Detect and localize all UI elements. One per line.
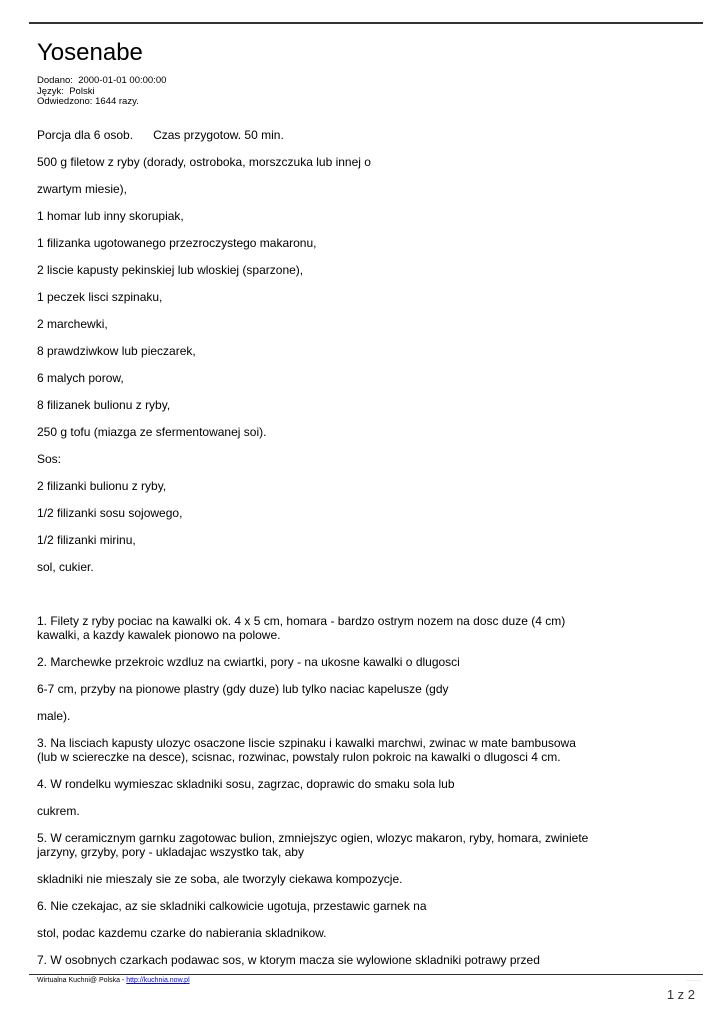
ingredient-line: 1 filizanka ugotowanego przezroczystego makaronu, — [37, 236, 317, 250]
step-line: jarzyny, grzyby, pory - ukladajac wszystko tak, aby — [37, 845, 304, 859]
step-line: male). — [37, 709, 71, 723]
step-line: 2. Marchewke przekroic wzdluz na cwiartki, pory - na ukosne kawalki o dlugosci — [37, 655, 460, 669]
ingredient-line: 8 prawdziwkow lub pieczarek, — [37, 344, 196, 358]
recipe-meta — [37, 76, 166, 108]
ingredient-line: 6 malych porow, — [37, 371, 124, 385]
ingredient-line: sol, cukier. — [37, 560, 94, 574]
step-line: stol, podac kazdemu czarke do nabierania skladnikow. — [37, 926, 327, 940]
step-paragraph — [37, 682, 677, 696]
footer-site-link[interactable]: http://kuchnia.now.pl — [126, 977, 190, 984]
step-line: cukrem. — [37, 804, 80, 818]
ingredient-line: zwartym miesie), — [37, 182, 128, 196]
footer-generator-mark: ————— — [686, 978, 701, 982]
step-line: 1. Filety z ryby pociac na kawalki ok. 4 x 5 cm, homara - bardzo ostrym nozem na dosc duze (4 cm) — [37, 614, 566, 628]
section-spacer — [37, 587, 677, 614]
step-line: kawalki, a kazdy kawalek pionowo na polowe. — [37, 628, 281, 642]
meta-added: Dodano: 2000-01-01 00:00:00 — [37, 75, 167, 86]
step-paragraph — [37, 953, 677, 967]
step-paragraph — [37, 926, 677, 940]
ingredient-line: 1/2 filizanki mirinu, — [37, 533, 136, 547]
recipe-content — [37, 128, 677, 980]
step-paragraph — [37, 655, 677, 669]
step-line: 7. W osobnych czarkach podawac sos, w ktorym macza sie wylowione skladniki potrawy przed — [37, 953, 540, 967]
step-paragraph — [37, 709, 677, 723]
step-line: 4. W rondelku wymieszac skladniki sosu, zagrzac, doprawic do smaku sola lub — [37, 777, 455, 791]
prep-time-text: Czas przygotow. 50 min. — [153, 128, 284, 142]
ingredients-list — [37, 155, 677, 574]
bottom-divider — [29, 974, 703, 975]
page-title: Yosenabe — [37, 39, 143, 66]
step-line: 6-7 cm, przyby na pionowe plastry (gdy duze) lub tylko naciac kapelusze (gdy — [37, 682, 449, 696]
step-paragraph — [37, 614, 677, 642]
ingredient-line: 2 liscie kapusty pekinskiej lub wloskiej (sparzone), — [37, 263, 304, 277]
portion-info — [37, 128, 677, 142]
step-paragraph — [37, 804, 677, 818]
ingredient-line: 1/2 filizanki sosu sojowego, — [37, 506, 183, 520]
step-paragraph — [37, 831, 677, 859]
footer-site-text: Wirtualna Kuchni@ Polska - — [37, 977, 127, 984]
step-paragraph — [37, 899, 677, 913]
page-number: 1 z 2 — [666, 987, 695, 1002]
ingredient-line: 250 g tofu (miazga ze sfermentowanej soi). — [37, 425, 267, 439]
steps-list — [37, 614, 677, 967]
step-paragraph — [37, 872, 677, 886]
ingredient-line: 2 filizanki bulionu z ryby, — [37, 479, 167, 493]
step-line: (lub w sciereczke na desce), scisnac, rozwinac, powstaly rulon pokroic na kawalki o dlugosci 4 cm. — [37, 750, 561, 764]
meta-visited: Odwiedzono: 1644 razy. — [37, 96, 139, 107]
step-paragraph — [37, 736, 677, 764]
meta-language: Język: Polski — [37, 85, 95, 97]
ingredient-line: 1 homar lub inny skorupiak, — [37, 209, 184, 223]
step-line: 3. Na lisciach kapusty ulozyc osaczone liscie szpinaku i kawalki marchwi, zwinac w mate bambusowa — [37, 736, 576, 750]
ingredient-line: 1 peczek lisci szpinaku, — [37, 290, 163, 304]
ingredient-line: Sos: — [37, 452, 62, 466]
ingredient-line: 8 filizanek bulionu z ryby, — [37, 398, 171, 412]
ingredient-line: 2 marchewki, — [37, 317, 108, 331]
ingredient-line: 500 g filetow z ryby (dorady, ostroboka, morszczuka lub innej o — [37, 155, 371, 169]
footer — [37, 976, 190, 985]
portion-text: Porcja dla 6 osob. — [37, 128, 134, 142]
step-line: 6. Nie czekajac, az sie skladniki calkowicie ugotuja, przestawic garnek na — [37, 899, 427, 913]
step-paragraph — [37, 777, 677, 791]
top-divider — [29, 22, 703, 24]
step-line: skladniki nie mieszaly sie ze soba, ale tworzyly ciekawa kompozycje. — [37, 872, 403, 886]
step-line: 5. W ceramicznym garnku zagotowac bulion, zmniejszyc ogien, wlozyc makaron, ryby, homara, zwiniete — [37, 831, 589, 845]
